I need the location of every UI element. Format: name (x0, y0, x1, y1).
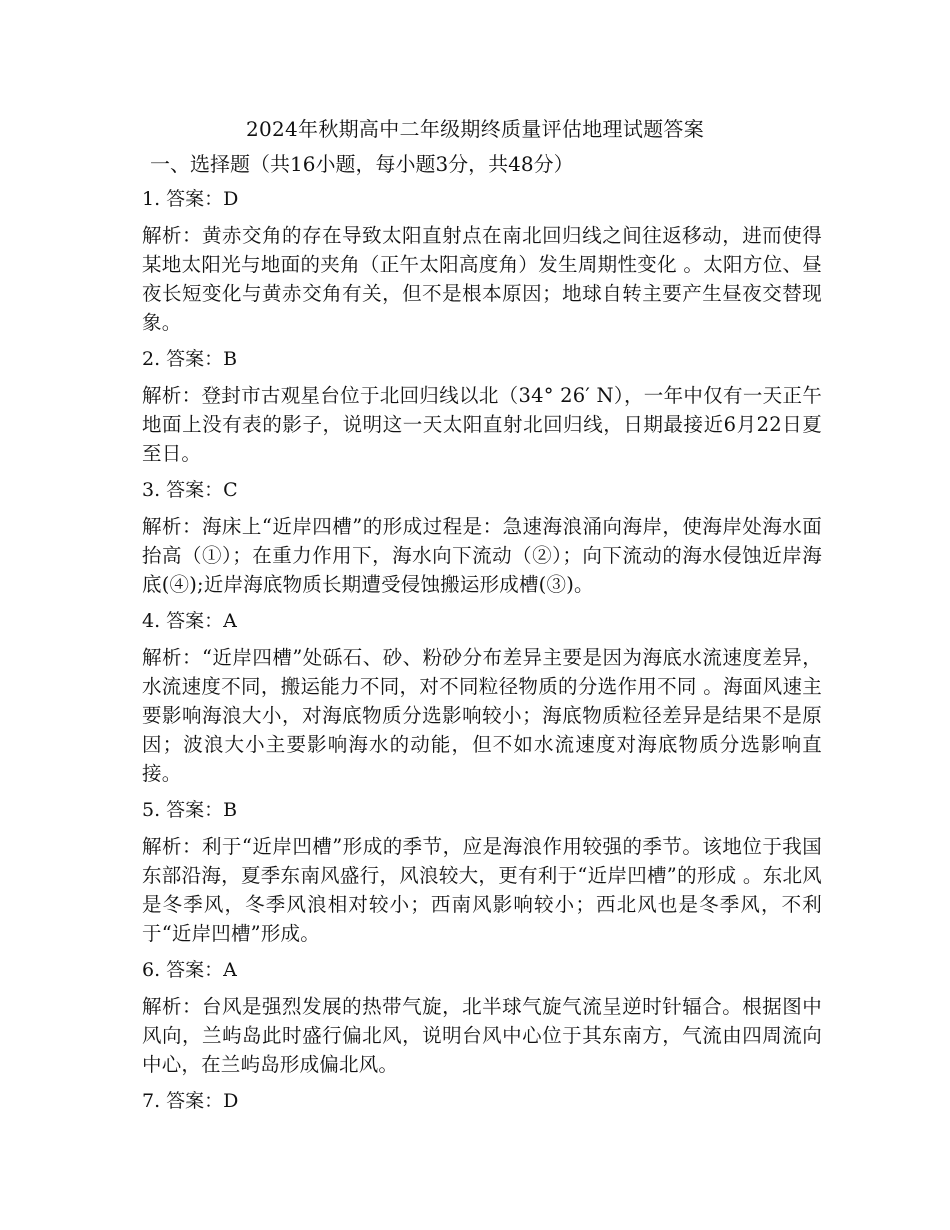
analysis-text: 解析：“近岸四槽”处砾石、砂、粉砂分布差异主要是因为海底水流速度差异，水流速度不同，搬运能力不同，对不同粒径物质的分选作用不同 。海面风速主要影响海浪大小，对海底物质分选影响较小；海底物质粒径差异是结果不是原因；波浪大小主要影响海水的动能，但不如水流速度对海底物质分选影响直接。 (142, 646, 822, 785)
answer-label: 6. 答案：A (142, 959, 237, 981)
answer-label: 3. 答案：C (142, 479, 238, 501)
answer-item-1 (142, 186, 822, 337)
analysis-text: 解析：海床上“近岸四槽”的形成过程是：急速海浪涌向海岸，使海岸处海水面抬高（①）；在重力作用下，海水向下流动（②）；向下流动的海水侵蚀近岸海底(④);近岸海底物质长期遭受侵蚀搬运形成槽(③)。 (142, 515, 822, 596)
answer-label: 2. 答案：B (142, 348, 238, 370)
answer-label: 4. 答案：A (142, 610, 237, 632)
analysis-text: 解析：利于“近岸凹槽”形成的季节，应是海浪作用较强的季节。该地位于我国东部沿海，夏季东南风盛行，风浪较大，更有利于“近岸凹槽”的形成 。东北风是冬季风，冬季风浪相对较小；西南风影响较小；西北风也是冬季风，不利于“近岸凹槽”形成。 (142, 835, 822, 945)
section-heading: 一、选择题（共16小题，每小题3分，共48分） (150, 152, 574, 176)
analysis-text: 解析：黄赤交角的存在导致太阳直射点在南北回归线之间往返移动，进而使得某地太阳光与地面的夹角（正午太阳高度角）发生周期性变化 。太阳方位、昼夜长短变化与黄赤交角有关，但不是根本原因；地球自转主要产生昼夜交替现象。 (142, 224, 822, 334)
analysis-text: 解析：登封市古观星台位于北回归线以北（34° 26′ N），一年中仅有一天正午地面上没有表的影子，说明这一天太阳直射北回归线，日期最接近6月22日夏至日。 (142, 384, 822, 465)
answer-label: 7. 答案：D (142, 1090, 239, 1112)
answer-item-4 (142, 608, 822, 788)
answer-item-5 (142, 797, 822, 948)
answer-item-7 (142, 1088, 822, 1114)
document-title: 2024年秋期高中二年级期终质量评估地理试题答案 (245, 117, 705, 141)
answer-label: 1. 答案：D (142, 188, 239, 210)
answer-item-6 (142, 957, 822, 1079)
answer-item-2 (142, 346, 822, 468)
answer-label: 5. 答案：B (142, 799, 238, 821)
analysis-text: 解析：台风是强烈发展的热带气旋，北半球气旋气流呈逆时针辐合。根据图中风向，兰屿岛此时盛行偏北风，说明台风中心位于其东南方，气流由四周流向中心，在兰屿岛形成偏北风。 (142, 995, 822, 1076)
answer-item-3 (142, 477, 822, 599)
answer-list (142, 186, 822, 1123)
